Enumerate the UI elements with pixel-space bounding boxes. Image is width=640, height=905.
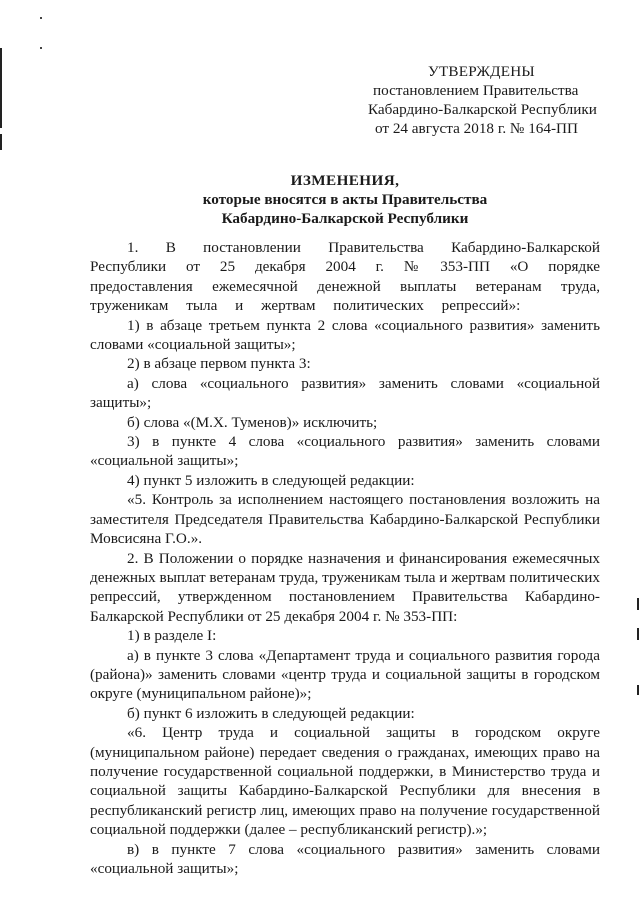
paragraph: «5. Контроль за исполнением настоящего постановления возложить на заместителя Председателя Правительства Кабардино-Балкарской Республики Мовсисяна Г.О.».: [90, 491, 600, 548]
paragraph: в) в пункте 7 слова «социального развития» заменить словами «социальной защиты»;: [90, 840, 600, 877]
paragraph: б) пункт 6 изложить в следующей редакции:: [127, 704, 415, 722]
paragraph: а) слова «социального развития» заменить словами «социальной защиты»;: [90, 374, 600, 412]
scan-speck: [40, 47, 42, 49]
paragraph: 2. В Положении о порядке назначения и финансирования ежемесячных денежных выплат ветеранам труда, труженикам тыла и жертвам политических репрессий, утвержденном постановлением Правительства Кабардино-Балкарской Республики от 25 декабря 2004 г. № 353-ПП:: [90, 549, 600, 625]
approval-line: от 24 августа 2018 г. № 164-ПП: [375, 120, 578, 137]
paragraph: 2) в абзаце первом пункта 3:: [127, 355, 311, 373]
title-line: которые вносятся в акты Правительства: [202, 191, 488, 208]
scan-edge-mark: [637, 598, 639, 610]
paragraph: б) слова «(М.Х. Туменов)» исключить;: [127, 413, 378, 431]
scan-edge-mark: [637, 685, 639, 695]
title-line: ИЗМЕНЕНИЯ,: [290, 172, 400, 189]
scan-edge-mark: [637, 628, 639, 640]
paragraph: «6. Центр труда и социальной защиты в городском округе (муниципальном районе) передает сведения о гражданах, имеющих право на получение государственной социальной поддержки, в Министерство труда и социальной защиты Кабардино-Балкарской Республики для внесения в республиканский регистр лиц, имеющих право на получение государственной социальной поддержки (далее – республиканский регистр).»;: [90, 724, 600, 839]
paragraph: 4) пункт 5 изложить в следующей редакции:: [127, 471, 415, 489]
approval-heading: УТВЕРЖДЕНЫ: [428, 63, 535, 80]
document-title: [90, 171, 600, 228]
approval-line: Кабардино-Балкарской Республики: [368, 101, 597, 118]
approval-line: постановлением Правительства: [373, 82, 579, 99]
document-body: [90, 238, 600, 878]
paragraph: а) в пункте 3 слова «Департамент труда и социального развития города (района)» заменить словами «центр труда и социальной защиты в городском округе (муниципальном районе)»;: [90, 646, 600, 703]
scan-speck: [40, 17, 42, 19]
scan-edge-mark: [0, 48, 2, 128]
scan-edge-mark: [0, 134, 2, 150]
paragraph: 1. В постановлении Правительства Кабардино-Балкарской Республики от 25 декабря 2004 г. № 353-ПП «О порядке предоставления ежемесячной денежной выплаты ветеранам труда, труженикам тыла и жертвам политических репрессий»:: [90, 239, 600, 315]
title-line: Кабардино-Балкарской Республики: [221, 210, 469, 227]
paragraph: 3) в пункте 4 слова «социального развития» заменить словами «социальной защиты»;: [90, 433, 600, 470]
paragraph: 1) в абзаце третьем пункта 2 слова «социального развития» заменить словами «социальной защиты»;: [90, 316, 600, 354]
paragraph: 1) в разделе I:: [127, 627, 217, 645]
